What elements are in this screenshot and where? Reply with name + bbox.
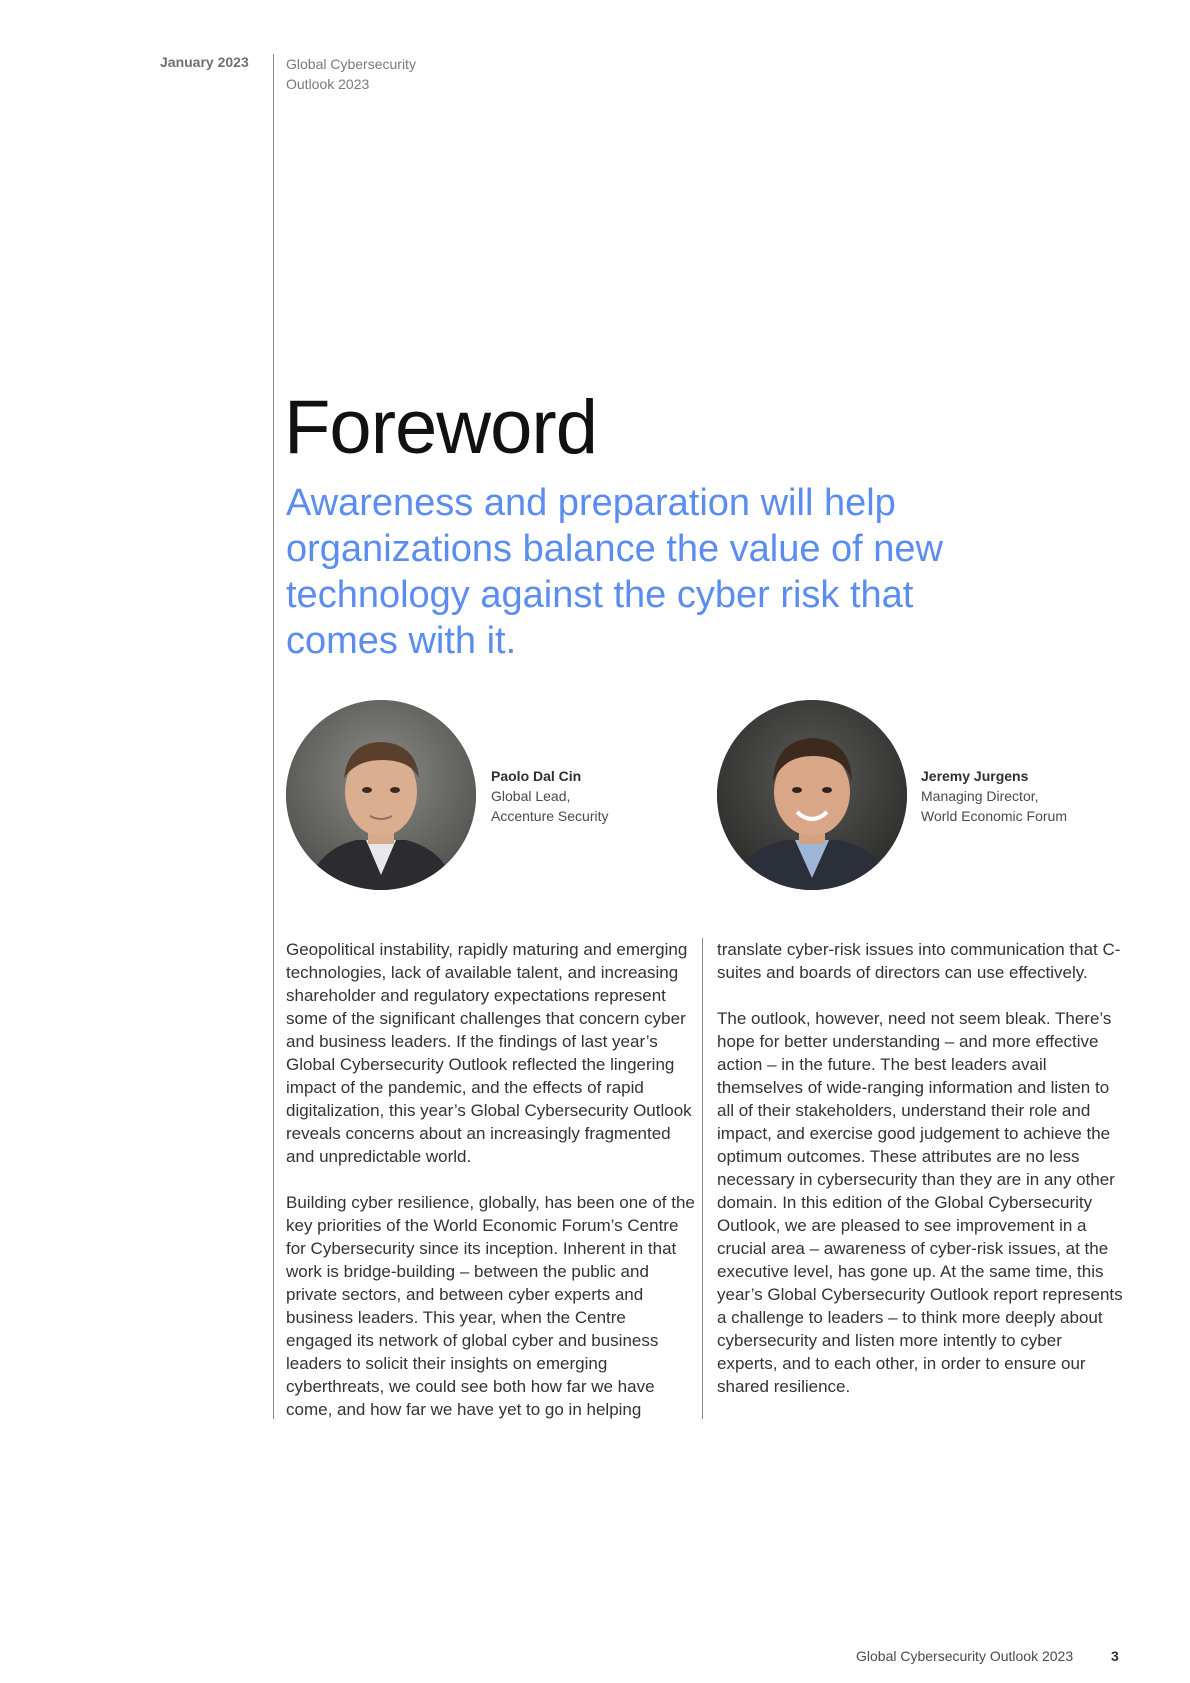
author-paolo-dal-cin xyxy=(491,766,609,826)
body-paragraph: translate cyber-risk issues into communication that C-suites and boards of directors can use effectively. xyxy=(717,940,1121,982)
footer-publication: Global Cybersecurity Outlook 2023 xyxy=(856,1648,1074,1664)
page-title: Foreword xyxy=(284,385,597,470)
column-divider xyxy=(702,938,703,1419)
body-column-left xyxy=(286,938,696,1444)
header-publication: Global Cybersecurity Outlook 2023 xyxy=(286,56,416,92)
body-paragraph: Building cyber resilience, globally, has been one of the key priorities of the World Economic Forum’s Centre for Cybersecurity since its inception. Inherent in that work is bridge-building – between the public and private sectors, and between cyber experts and business leaders. This year, when the Centre engaged its network of global cyber and business leaders to solicit their insights on emerging cyberthreats, we could see both how far we have come, and how far we have yet to go in helping xyxy=(286,1193,695,1419)
body-paragraph: The outlook, however, need not seem bleak. There’s hope for better understanding – and more effective action – in the future. The best leaders avail themselves of wide-ranging information and listen to all of their stakeholders, understand their role and impact, and exercise good judgement to achieve the optimum outcomes. These attributes are no less necessary in cybersecurity than they are in any other domain. In this edition of the Global Cybersecurity Outlook, we are pleased to see improvement in a crucial area – awareness of cyber-risk issues, at the executive level, has gone up. At the same time, this year’s Global Cybersecurity Outlook report represents a challenge to leaders – to think more deeply about cybersecurity and listen more intently to cyber experts, and to each other, in order to ensure our shared resilience. xyxy=(717,1009,1123,1396)
page-number: 3 xyxy=(1111,1648,1119,1664)
body-paragraph: Geopolitical instability, rapidly maturing and emerging technologies, lack of available talent, and increasing shareholder and regulatory expectations represent some of the significant challenges that concern cyber and business leaders. If the findings of last year’s Global Cybersecurity Outlook reflected the lingering impact of the pandemic, and the effects of rapid digitalization, this year’s Global Cybersecurity Outlook reveals concerns about an increasingly fragmented and unpredictable world. xyxy=(286,940,692,1166)
header-date: January 2023 xyxy=(160,54,249,70)
author-jeremy-jurgens xyxy=(921,766,1067,826)
author-name: Jeremy Jurgens xyxy=(921,768,1029,784)
body-column-right xyxy=(717,938,1127,1421)
author-role-line: Global Lead, xyxy=(491,788,571,804)
page-subtitle: Awareness and preparation will help organizations balance the value of new technology against the cyber risk that comes with it. xyxy=(286,482,944,662)
author-role-line: Managing Director, xyxy=(921,788,1039,804)
author-organization: Accenture Security xyxy=(491,808,609,824)
vertical-rule xyxy=(273,54,274,1419)
author-name: Paolo Dal Cin xyxy=(491,768,582,784)
author-photo-paolo-dal-cin xyxy=(286,700,476,890)
author-photo-jeremy-jurgens xyxy=(717,700,907,890)
author-organization: World Economic Forum xyxy=(921,808,1068,824)
